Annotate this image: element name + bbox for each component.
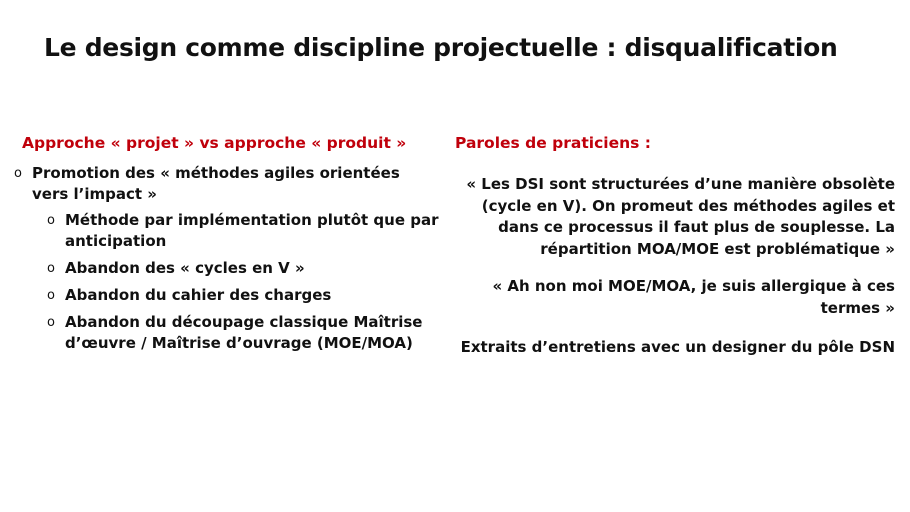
practitioner-quote: « Les DSI sont structurées d’une manière obsolète (cycle en V). On promeut des méthodes agiles et dans ce processus il faut plus de souplesse. La répartition MOA/MOE est problématique »	[466, 175, 895, 258]
practitioner-quote: « Ah non moi MOE/MOA, je suis allergique à ces termes »	[492, 277, 895, 317]
sub-bullet-text: Abandon du découpage classique Maîtrise d’œuvre / Maîtrise d’ouvrage (MOE/MOA)	[65, 313, 423, 352]
sub-bullet	[47, 312, 439, 354]
sub-bullet	[47, 258, 439, 279]
right-column-heading: Paroles de praticiens :	[455, 134, 651, 152]
bullet-circle-icon: o	[47, 315, 55, 330]
right-column-quotes	[455, 174, 895, 375]
sub-bullet	[47, 210, 439, 252]
sub-bullet-text: Abandon du cahier des charges	[65, 286, 332, 304]
quote-source: Extraits d’entretiens avec un designer du pôle DSN	[460, 338, 895, 356]
slide-title: Le design comme discipline projectuelle : disqualification	[44, 33, 838, 62]
left-column-bullets	[14, 163, 439, 360]
bullet-circle-icon: o	[47, 288, 55, 303]
main-bullet	[14, 163, 439, 205]
sub-bullet-text: Abandon des « cycles en V »	[65, 259, 305, 277]
bullet-circle-icon: o	[47, 213, 55, 228]
main-bullet-text: Promotion des « méthodes agiles orientées vers l’impact »	[32, 164, 400, 203]
sub-bullet-list	[14, 210, 439, 354]
sub-bullet-text: Méthode par implémentation plutôt que par anticipation	[65, 211, 439, 250]
bullet-circle-icon: o	[14, 166, 22, 181]
left-column-heading: Approche « projet » vs approche « produit »	[22, 134, 407, 152]
sub-bullet	[47, 285, 439, 306]
bullet-circle-icon: o	[47, 261, 55, 276]
